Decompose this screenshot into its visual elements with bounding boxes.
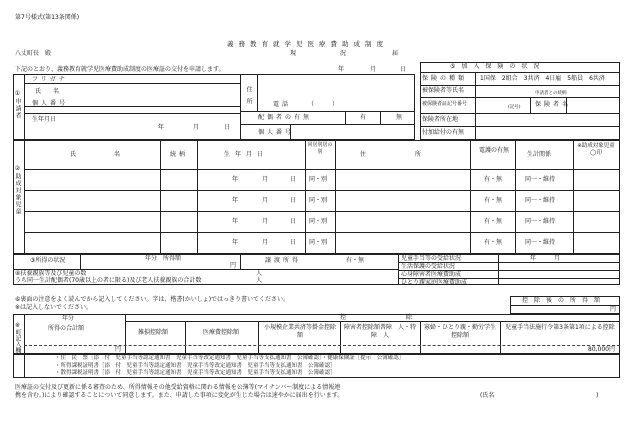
subject-cohabit[interactable]: 同・別: [309, 197, 328, 204]
intro-text: 下記のとおり、義務教育就学児医療費助成制度の医療証の交付を申請します。: [15, 66, 225, 73]
confirm-row-3: ・散得課税証明書［添 付 児童手当等認定通知書 児童手当等改定通知書 児童手当等支払通知書 公簿確認］: [55, 370, 336, 376]
subject-same[interactable]: 同一・維持: [525, 239, 556, 246]
form-title-right: 届: [392, 50, 399, 57]
insurance-heading: ⑤ 加 入 保 険 の 状 況: [450, 63, 540, 70]
subject-birth-month: 月: [262, 176, 269, 183]
insurance-types: 1国保 2組合 3共済 4日雇 5船員 6共済: [480, 75, 605, 82]
applicant-birth-month: 月: [193, 124, 200, 131]
spouse-label: 配偶者の有無: [258, 114, 313, 121]
subject-birth-day: 日: [290, 197, 297, 204]
confirm-row-1: ・住 民 票［添 付 児童手当等認定通知書 児童手当等改定通知書 児童手当等支払通知書 公簿確認］・健康保険証［提示 公簿確認］: [55, 355, 405, 361]
insured-name-label: 被保険者等氏名: [422, 87, 465, 94]
header-year: 年: [338, 66, 345, 73]
status-item-1-value: 年 月: [530, 255, 561, 262]
calc-col-6: 児童手当法施行令第3条第1項による控除: [505, 324, 615, 331]
subject-birth-year: 年: [232, 239, 239, 246]
subject-birth-day: 日: [290, 176, 297, 183]
applicant-address-label: 住所: [245, 86, 252, 110]
subject-cohabit[interactable]: 同・別: [309, 176, 328, 183]
status-item-1: 児童手当等の受給状況: [401, 255, 462, 262]
subjects-name-col: 氏 名: [70, 151, 126, 158]
note-line-2: ※は記入しないでください。: [15, 304, 93, 311]
subject-birth-month: 月: [262, 197, 269, 204]
subjects-target-col: ※助成対象児童◯印: [577, 143, 615, 156]
form-number: 第7号様式(第13条関係): [15, 14, 80, 21]
calc-col-4: 障害者控除額普障 人・特障 人: [344, 324, 417, 339]
subjects-side-label: ②助成対象児童: [14, 165, 21, 215]
transfer-yes-no[interactable]: 有・無: [346, 257, 365, 264]
confirm-row-2: ・所得課税証明書［添 付 児童手当等認定通知書 児童手当等改定通知書 児童手当等支払通知書 公簿確認］: [55, 363, 336, 369]
deduction-title: 控 除 後 の 所 得 額: [522, 297, 601, 304]
phone-parens: （ ）: [308, 101, 339, 108]
subjects-same-col: 生計関係: [527, 151, 552, 158]
subject-handicap[interactable]: 有・無: [484, 176, 503, 183]
subject-birth-year: 年: [232, 197, 239, 204]
transfer-label: 譲渡所得: [265, 257, 302, 264]
insurer-name-label: 保険者名: [535, 101, 572, 108]
subject-birth-month: 月: [262, 239, 269, 246]
subject-birth-year: 年: [232, 176, 239, 183]
form-title-left: 現: [290, 50, 297, 57]
status-item-3: 心身障害者医療費助成: [401, 271, 462, 278]
insured-symbol: (記号): [508, 105, 521, 110]
subjects-cohabit-col: 同居別居の別: [307, 142, 333, 155]
applicant-side-label: ①申請者: [14, 90, 21, 119]
form-title: 義務教育就学児医療費助成制度: [227, 40, 388, 48]
subject-handicap[interactable]: 有・無: [484, 239, 503, 246]
additional-label: 付加給付の有無: [422, 129, 465, 136]
subject-same[interactable]: 同一・維持: [525, 176, 556, 183]
subject-handicap[interactable]: 有・無: [484, 197, 503, 204]
subjects-relation-col: 続柄: [170, 151, 189, 158]
subjects-address-col: 住 所: [360, 151, 427, 158]
calc-col-5: 寡婦・ひとり親・勤労学生控除額: [424, 324, 497, 339]
calc-col-3: 小規模企業共済等掛金控除額: [263, 324, 336, 339]
calc-side-label: ※町記入欄: [14, 322, 21, 353]
subjects-handicap-col: 電護の有無: [478, 147, 509, 154]
insurer-location-label: 保険者所在地: [422, 116, 459, 123]
footer-line-2: 携を含む。)により確認することについて同意します。また、申請した事項に変化が生じた場合は速やかに届出を行います。: [15, 392, 344, 399]
calc-col-2: 医療費控除額: [203, 329, 240, 336]
deduction-yen: 円: [610, 306, 617, 313]
calc-total-label: 所得の合計額: [48, 325, 85, 332]
applicant-birth-day: 日: [224, 124, 231, 131]
addressee: 八丈町長 殿: [15, 50, 52, 57]
footer-line-1: 医療証の交付及び更新に係る審査のため、所得情報その他受給資格に関わる情報を公簿等(マイナンバー制度による情報連: [15, 384, 341, 391]
calc-final-amount: 80,000円: [588, 346, 615, 353]
spouse-kojin-label: 個人番号: [258, 129, 295, 136]
calc-year-label: 年分: [62, 315, 75, 322]
subject-birth-year: 年: [232, 218, 239, 225]
subject-cohabit[interactable]: 同・別: [309, 239, 328, 246]
applicant-birth-label: 生年月日: [32, 116, 57, 123]
insured-no-label: 被保険者証記号番号: [422, 101, 468, 107]
subject-birth-day: 日: [290, 239, 297, 246]
income-yen: 円: [230, 262, 237, 269]
subject-birth-day: 日: [290, 218, 297, 225]
status-item-4: ひとり親家庭医療費助成: [401, 279, 468, 286]
applicant-kojin-label: 個人番号: [32, 100, 69, 107]
fuyo-sub-people: 人: [256, 277, 263, 284]
income-label: ③所得の状況: [30, 257, 66, 264]
spouse-yes: 有: [360, 114, 367, 121]
header-day: 日: [400, 66, 407, 73]
fuyo-sub: うち同一生計配偶者(70歳以上の者に限る)及び老人扶養親族の合計数: [15, 277, 202, 284]
insurance-type-label: 保険の種類: [422, 75, 468, 82]
calc-deduct-title: 控 除: [340, 314, 418, 321]
applicant-birth-year: 年: [158, 124, 165, 131]
subject-same[interactable]: 同一・維持: [525, 218, 556, 225]
footer-sign: (氏名: [480, 392, 495, 399]
fuyo-people: 人: [256, 270, 263, 277]
subject-cohabit[interactable]: 同・別: [309, 218, 328, 225]
phone-label: 電話: [273, 101, 292, 108]
subject-handicap[interactable]: 有・無: [484, 218, 503, 225]
subject-same[interactable]: 同一・維持: [525, 197, 556, 204]
relation-label: 申請者との続柄: [535, 91, 567, 96]
note-line-1: ⑥裏面の注意をよく読んでから記入してください。字は、楷書(かいしょ)ではっきり書いてください。: [15, 296, 290, 303]
header-month: 月: [370, 66, 377, 73]
income-year-label: 年分 所得額: [145, 255, 182, 262]
furigana-label: フリガナ: [32, 76, 68, 83]
status-item-2: 生活保護の受給状況: [401, 263, 456, 270]
applicant-name-label: 氏 名: [35, 88, 63, 95]
calc-total-yen: 円: [115, 346, 122, 353]
spouse-no: 無: [396, 114, 403, 121]
calc-col-1: 雑損控除額: [138, 329, 169, 336]
fuyo-label: ④扶養親族等及び児童の数: [15, 270, 87, 277]
subjects-birth-col: 生年月日: [224, 151, 269, 158]
form-title-mid: 況: [340, 50, 347, 57]
subject-birth-month: 月: [262, 218, 269, 225]
